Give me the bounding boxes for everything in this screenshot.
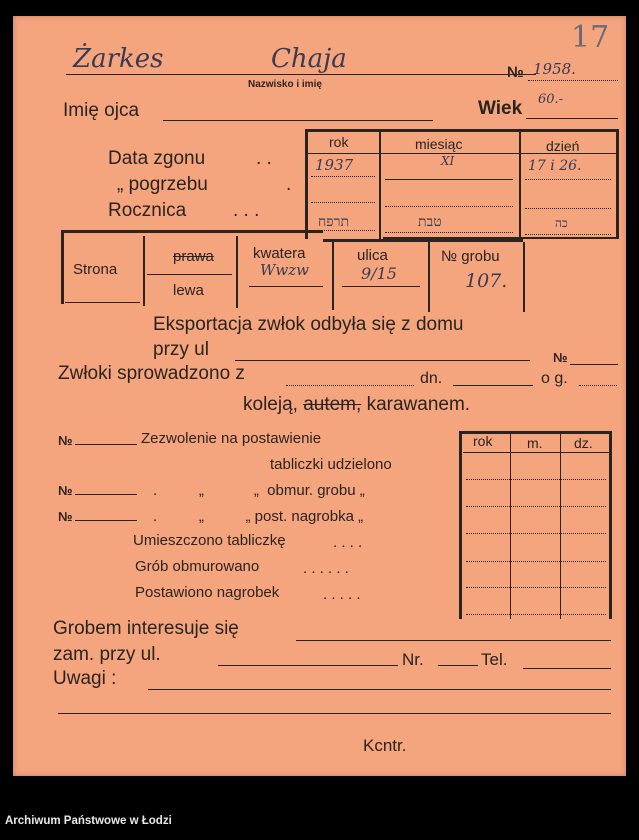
age-label: Wiek: [478, 98, 523, 119]
father-label: Imię ojca: [63, 100, 140, 121]
surname-value: Żarkes: [73, 44, 164, 74]
death-year: 1937: [315, 156, 354, 174]
name-label: Nazwisko i imię: [248, 79, 322, 90]
house-number-label: №: [553, 350, 568, 365]
funeral-date-label: „ pogrzebu: [117, 174, 208, 195]
interested-field[interactable]: [296, 640, 611, 641]
col-miesiac: miesiąc: [415, 136, 463, 152]
status-tombstone: Postawiono nagrobek: [135, 584, 280, 601]
street-field[interactable]: [235, 360, 530, 361]
corner-number: 17: [571, 20, 610, 55]
ulica-value: 9/15: [361, 264, 397, 283]
permit-walling: . „ „ obmur. grobu „: [153, 482, 365, 499]
permit-plaque: Zezwolenie na postawienie: [141, 430, 322, 447]
status-plaque: Umieszczono tabliczkę: [133, 532, 286, 549]
permit-tombstone: . „ „ post. nagrobka „: [153, 508, 364, 525]
age-value: 60.-: [538, 92, 564, 107]
name-line: [66, 74, 536, 75]
col-grave-number: № grobu: [441, 248, 500, 265]
street-label: przy ul: [153, 339, 209, 360]
col-ulica: ulica: [357, 247, 388, 264]
number-label: №: [507, 64, 524, 81]
col-rok: rok: [329, 134, 349, 150]
anniversary-day: כה: [555, 216, 568, 230]
day-label: dn.: [420, 370, 443, 387]
brought-from-field[interactable]: [286, 385, 414, 386]
anniversary-label: Rocznica: [108, 200, 187, 221]
death-day: 17 i 26.: [528, 158, 582, 174]
death-month: XI: [441, 154, 455, 168]
transport-options: [243, 394, 470, 416]
control-label: Kcntr.: [363, 736, 407, 755]
number-value: 1958.: [533, 60, 576, 78]
archive-watermark: Archiwum Państwowe w Łodzi: [5, 815, 172, 827]
transport-car-struck: autem,: [303, 394, 362, 415]
transport-hearse: karawanem.: [366, 394, 471, 415]
tel-label: Tel.: [481, 650, 508, 669]
permit-col-m: m.: [527, 435, 543, 451]
status-walled: Grób obmurowano: [135, 558, 260, 575]
anniversary-year: תרפח: [318, 214, 350, 230]
address-field[interactable]: [218, 665, 398, 666]
notes-field[interactable]: [148, 689, 611, 690]
col-kwatera: kwatera: [253, 245, 306, 262]
permit-number-icon: №: [58, 433, 73, 448]
nr-label: Nr.: [402, 650, 424, 669]
hour-label: o g.: [541, 370, 568, 387]
registry-card: 17 Żarkes Chaja Nazwisko i imię № 1958. Imię ojca Wiek 60.- Data zgonu . . „ pogrzebu . Rocznica . . . rok miesiąc dzień 1937 XI 17 i 26. תרפח טבת כה Strona prawa lewa kwatera Wwzw ulica 9/15 № grobu 107. Eksportacja zwłok odbyła się z domu przy ul № Zwłoki sprowadzono z dn. o g. koleją, autem, karawanem. № Zezwolenie na postawienie tabliczki udzielono № . „ „ obmur. grobu „ № . „ „ post. nagrobka „ Umieszczono tabliczkę . . . . Grób obmurowano . . . . . . Postawiono nagrobek . . . . . rok m. dz. Grobem interesuje się zam. przy ul. Nr. Tel. Uwagi : Kcntr.: [13, 16, 626, 776]
first-name-value: Chaja: [271, 44, 347, 74]
brought-from-label: Zwłoki sprowadzono z: [58, 363, 245, 384]
permit-plaque-2: tabliczki udzielono: [270, 456, 392, 473]
address-label: zam. przy ul.: [53, 644, 161, 665]
col-dzien: dzień: [546, 138, 580, 154]
kwatera-value: Wwzw: [260, 261, 309, 279]
father-field[interactable]: [163, 120, 433, 121]
interested-label: Grobem interesuje się: [53, 618, 239, 639]
transport-rail: koleją,: [243, 394, 298, 415]
death-date-label: Data zgonu: [108, 148, 206, 169]
permit-col-rok: rok: [473, 433, 493, 449]
side-left: lewa: [173, 282, 204, 299]
export-line: Eksportacja zwłok odbyła się z domu: [153, 314, 464, 335]
side-right-struck: prawa: [173, 248, 214, 265]
side-label: Strona: [73, 261, 118, 278]
notes-label: Uwagi :: [53, 668, 117, 689]
anniversary-month: טבת: [418, 214, 442, 230]
permit-col-dz: dz.: [574, 435, 593, 451]
grave-number-value: 107.: [465, 270, 508, 292]
